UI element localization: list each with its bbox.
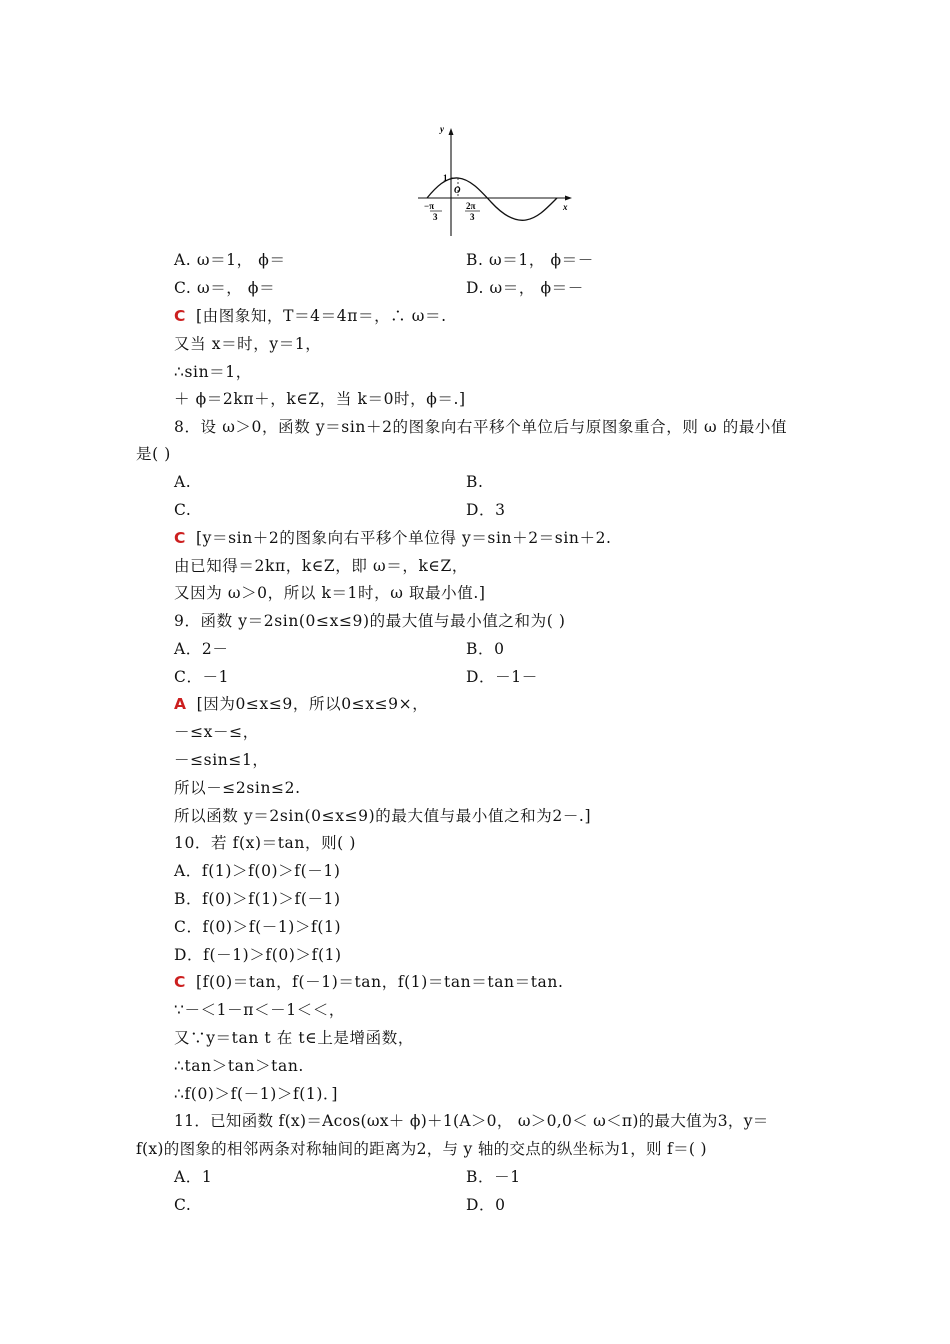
q9-solution-line-5: 所以函数 y＝2sin(0≤x≤9)的最大值与最小值之和为2－.] — [174, 807, 592, 825]
q11-option-c: C. — [174, 1196, 192, 1214]
q8-solution-line-2: 由已知得＝2kπ，k∈Z，即 ω＝，k∈Z， — [174, 557, 468, 575]
two-pi-third-num: 2π — [466, 201, 476, 211]
q11-option-d: D．0 — [466, 1196, 506, 1214]
q7-solution-text-1: [由图象知，T＝4＝4π＝，∴ ω＝. — [195, 307, 447, 325]
q9-answer: A — [174, 695, 187, 713]
q11-option-a: A．1 — [174, 1168, 213, 1186]
q8-option-a: A. — [174, 473, 192, 491]
one-tick-label: 1 — [443, 173, 448, 183]
q9-solution-line-1 — [174, 694, 428, 714]
q8-option-d: D．3 — [466, 501, 506, 519]
two-pi-third-den: 3 — [470, 212, 475, 222]
q8-solution-text-1: [y＝sin＋2的图象向右平移个单位得 y＝sin＋2＝sin＋2. — [195, 529, 612, 547]
q9-solution-line-3: －≤sin≤1， — [174, 751, 269, 769]
q8-answer: C — [174, 529, 186, 547]
q10-option-b: B．f(0)＞f(1)＞f(－1) — [174, 890, 341, 908]
q9-stem: 9．函数 y＝2sin(0≤x≤9)的最大值与最小值之和为( ) — [174, 612, 566, 630]
q9-option-a: A．2－ — [174, 640, 229, 658]
sine-graph-figure — [412, 120, 582, 240]
q10-solution-line-1 — [174, 972, 564, 992]
q7-option-b: B. ω＝1， ϕ＝－ — [466, 251, 594, 269]
q9-option-c: C．－1 — [174, 668, 230, 686]
x-axis-label: x — [563, 202, 568, 212]
q10-stem: 10．若 f(x)＝tan，则( ) — [174, 834, 356, 852]
q11-stem-line-2: f(x)的图象的相邻两条对称轴间的距离为2，与 y 轴的交点的纵坐标为1，则 f＝( ) — [136, 1140, 707, 1158]
x-axis-arrow — [565, 196, 572, 201]
q7-solution-line-2: 又当 x＝时，y＝1， — [174, 335, 322, 353]
q7-solution-line-4: ＋ ϕ＝2kπ＋，k∈Z，当 k＝0时，ϕ＝.] — [174, 390, 466, 408]
q8-solution-line-3: 又因为 ω＞0，所以 k＝1时，ω 取最小值.] — [174, 584, 486, 602]
q9-option-d: D．－1－ — [466, 668, 538, 686]
q7-answer: C — [174, 307, 186, 325]
neg-pi-third-den: 3 — [433, 212, 438, 222]
neg-pi-third-num: −π — [424, 201, 435, 211]
q10-option-c: C．f(0)＞f(－1)＞f(1) — [174, 918, 342, 936]
q9-solution-line-4: 所以－≤2sin≤2. — [174, 779, 301, 797]
q10-solution-line-2: ∵－＜1－π＜－1＜＜， — [174, 1001, 345, 1019]
q9-solution-text-1: [因为0≤x≤9，所以0≤x≤9×， — [196, 695, 429, 713]
q10-option-a: A．f(1)＞f(0)＞f(－1) — [174, 862, 341, 880]
q10-solution-text-1: [f(0)＝tan，f(－1)＝tan，f(1)＝tan＝tan＝tan. — [195, 973, 564, 991]
q7-option-c: C. ω＝， ϕ＝ — [174, 279, 276, 297]
q9-solution-line-2: －≤x－≤， — [174, 723, 259, 741]
q8-option-b: B. — [466, 473, 484, 491]
y-axis-label: y — [440, 124, 444, 134]
q7-option-a: A. ω＝1， ϕ＝ — [174, 251, 286, 269]
q11-stem-line-1: 11．已知函数 f(x)＝Acos(ωx＋ ϕ)＋1(A＞0， ω＞0,0＜ ω＜π)的最大值为3，y＝ — [174, 1112, 769, 1130]
y-axis-arrow — [449, 128, 454, 135]
origin-label: O — [454, 185, 461, 195]
q7-solution-line-3: ∴sin＝1， — [174, 363, 252, 381]
q8-solution-line-1 — [174, 528, 612, 548]
q8-option-c: C. — [174, 501, 192, 519]
q7-solution-line-1 — [174, 306, 447, 326]
q9-option-b: B．0 — [466, 640, 505, 658]
q10-solution-line-5: ∴f(0)＞f(－1)＞f(1)．] — [174, 1085, 339, 1103]
sine-curve — [427, 178, 557, 220]
q8-stem-line-2: 是( ) — [136, 445, 171, 463]
q11-option-b: B．－1 — [466, 1168, 521, 1186]
q10-option-d: D．f(－1)＞f(0)＞f(1) — [174, 946, 342, 964]
q7-option-d: D. ω＝， ϕ＝－ — [466, 279, 584, 297]
q10-solution-line-4: ∴tan＞tan＞tan. — [174, 1057, 304, 1075]
q10-answer: C — [174, 973, 186, 991]
q10-solution-line-3: 又∵y＝tan t 在 t∈上是增函数， — [174, 1029, 414, 1047]
q8-stem-line-1: 8．设 ω＞0，函数 y＝sin＋2的图象向右平移个单位后与原图象重合，则 ω 的最小值 — [174, 418, 788, 436]
